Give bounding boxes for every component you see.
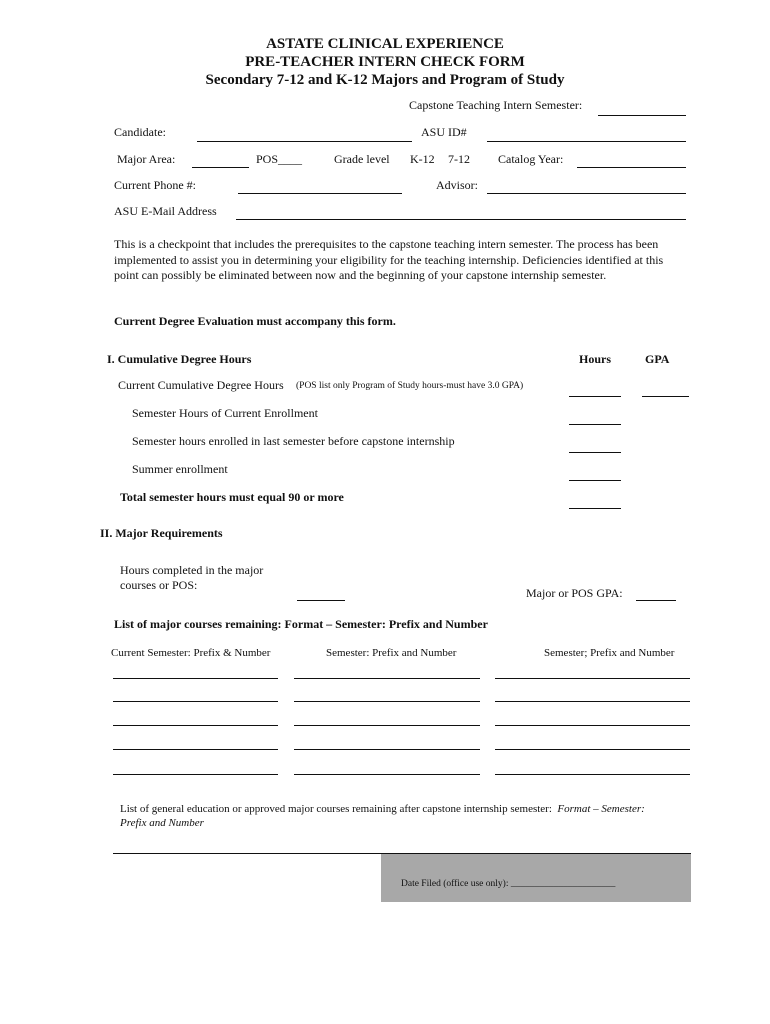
course-line[interactable]: [113, 701, 278, 702]
candidate-label: Candidate:: [114, 125, 166, 139]
summer-enrollment-label: Summer enrollment: [132, 462, 228, 476]
cumulative-hours-note: (POS list only Program of Study hours-must have 3.0 GPA): [296, 381, 524, 391]
phone-field[interactable]: [238, 193, 402, 194]
phone-label: Current Phone #:: [114, 178, 196, 192]
cumulative-hours-field[interactable]: [569, 396, 621, 397]
capstone-semester-label: Capstone Teaching Intern Semester:: [409, 98, 583, 112]
form-title-line2: PRE-TEACHER INTERN CHECK FORM: [245, 54, 525, 70]
grade-k12-option[interactable]: K-12: [410, 152, 435, 166]
hours-completed-label-line1: Hours completed in the major: [120, 563, 264, 577]
gen-ed-format-line2: Prefix and Number: [120, 817, 204, 829]
course-line[interactable]: [113, 678, 278, 679]
catalog-year-label: Catalog Year:: [498, 152, 564, 166]
form-title-line1: ASTATE CLINICAL EXPERIENCE: [266, 36, 504, 52]
gen-ed-text: [120, 803, 645, 815]
email-field[interactable]: [236, 219, 686, 220]
course-line[interactable]: [294, 749, 480, 750]
course-line[interactable]: [495, 774, 690, 775]
date-filed-label: Date Filed (office use only): ______________________: [401, 879, 616, 889]
grade-level-label: Grade level: [334, 152, 390, 166]
course-line[interactable]: [495, 678, 690, 679]
asu-id-field[interactable]: [487, 141, 686, 142]
email-label: ASU E-Mail Address: [114, 204, 217, 218]
advisor-label: Advisor:: [436, 178, 478, 192]
candidate-field[interactable]: [197, 141, 412, 142]
gen-ed-format: Format – Semester:: [557, 803, 645, 815]
course-list-heading: List of major courses remaining: Format – Semester: Prefix and Number: [114, 617, 488, 631]
col3-header: Semester; Prefix and Number: [544, 647, 675, 659]
hours-completed-field[interactable]: [297, 600, 345, 601]
section2-heading: II. Major Requirements: [100, 526, 223, 540]
course-line[interactable]: [113, 774, 278, 775]
catalog-year-field[interactable]: [577, 167, 686, 168]
course-line[interactable]: [495, 725, 690, 726]
course-line[interactable]: [495, 701, 690, 702]
grade-712-option[interactable]: 7-12: [448, 152, 470, 166]
course-line[interactable]: [113, 725, 278, 726]
last-semester-field[interactable]: [569, 452, 621, 453]
total-hours-field[interactable]: [569, 508, 621, 509]
current-enrollment-field[interactable]: [569, 424, 621, 425]
major-gpa-label: Major or POS GPA:: [526, 586, 623, 600]
hours-completed-label-line2: courses or POS:: [120, 578, 198, 592]
col2-header: Semester: Prefix and Number: [326, 647, 457, 659]
major-gpa-field[interactable]: [636, 600, 676, 601]
last-semester-label: Semester hours enrolled in last semester before capstone internship: [132, 434, 455, 448]
advisor-field[interactable]: [487, 193, 686, 194]
total-hours-label: Total semester hours must equal 90 or more: [120, 490, 344, 504]
asu-id-label: ASU ID#: [421, 125, 467, 139]
col1-header: Current Semester: Prefix & Number: [111, 647, 271, 659]
course-line[interactable]: [495, 749, 690, 750]
course-line[interactable]: [113, 749, 278, 750]
degree-eval-note: Current Degree Evaluation must accompany this form.: [114, 314, 396, 328]
course-line[interactable]: [294, 701, 480, 702]
course-line[interactable]: [294, 725, 480, 726]
gen-ed-label: List of general education or approved major courses remaining after capstone internship semester:: [120, 803, 552, 815]
major-area-label: Major Area:: [117, 152, 176, 166]
hours-column-header: Hours: [579, 352, 612, 366]
cumulative-gpa-field[interactable]: [642, 396, 689, 397]
cumulative-hours-label: Current Cumulative Degree Hours: [118, 378, 284, 392]
course-line[interactable]: [294, 774, 480, 775]
summer-enrollment-field[interactable]: [569, 480, 621, 481]
course-line[interactable]: [294, 678, 480, 679]
gpa-column-header: GPA: [645, 352, 670, 366]
current-enrollment-label: Semester Hours of Current Enrollment: [132, 406, 318, 420]
office-use-box: [381, 854, 691, 902]
pos-label[interactable]: POS____: [256, 152, 303, 166]
intro-paragraph: This is a checkpoint that includes the prerequisites to the capstone teaching intern semester. The process has been implemented to assist you in determining your eligibility for the teaching internship. Deficiencies identified at this point can possibly be eliminated between now and the beginning of your capstone internship semester.: [114, 237, 664, 282]
capstone-semester-field[interactable]: [598, 115, 686, 116]
section1-heading: I. Cumulative Degree Hours: [107, 352, 252, 366]
major-area-field[interactable]: [192, 167, 249, 168]
form-title-line3: Secondary 7-12 and K-12 Majors and Program of Study: [205, 72, 565, 88]
